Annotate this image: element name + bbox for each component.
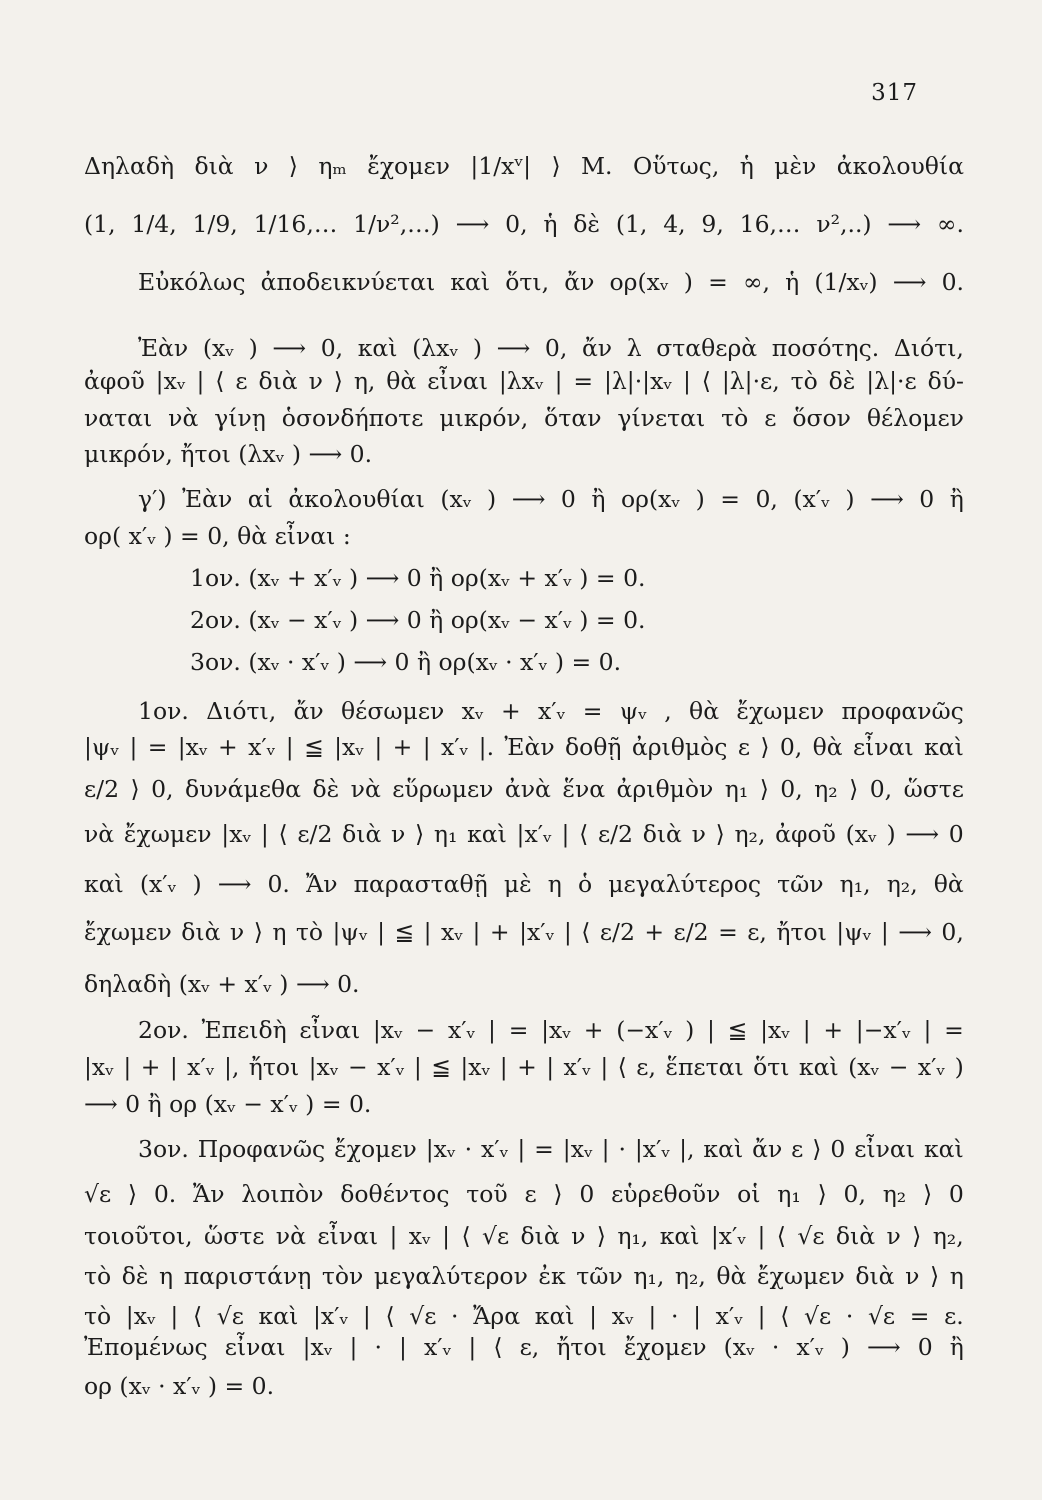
text-line: τοιοῦτοι, ὥστε νὰ εἶναι | xᵥ | ⟨ √ε διὰ ν ⟩ η₁, καὶ |x′ᵥ | ⟨ √ε διὰ ν ⟩ η₂, [84, 1222, 964, 1250]
text-line: |ψᵥ | = |xᵥ + x′ᵥ | ≦ |xᵥ | + | x′ᵥ |. Ἐὰν δοθῇ ἀριθμὸς ε ⟩ 0, θὰ εἶναι καὶ [84, 733, 964, 761]
text-line: τὸ δὲ η παριστάνῃ τὸν μεγαλύτερον ἐκ τῶν η₁, η₂, θὰ ἔχωμεν διὰ ν ⟩ η [84, 1262, 964, 1290]
text-line: δηλαδὴ (xᵥ + x′ᵥ ) ⟶ 0. [84, 970, 360, 998]
text-line: ε/2 ⟩ 0, δυνάμεθα δὲ νὰ εὕρωμεν ἀνὰ ἕνα ἀριθμὸν η₁ ⟩ 0, η₂ ⟩ 0, ὥστε [84, 775, 964, 803]
text-line: ⟶ 0 ἢ ορ (xᵥ − x′ᵥ ) = 0. [84, 1090, 372, 1118]
text-line: μικρόν, ἤτοι (λxᵥ ) ⟶ 0. [84, 440, 373, 468]
text-line: ορ (xᵥ · x′ᵥ ) = 0. [84, 1372, 275, 1400]
text-line: ορ( x′ᵥ ) = 0, θὰ εἶναι : [84, 522, 351, 550]
text-line: Ἐπομένως εἶναι |xᵥ | · | x′ᵥ | ⟨ ε, ἤτοι ἔχομεν (xᵥ · x′ᵥ ) ⟶ 0 ἢ [84, 1333, 964, 1361]
text-line: καὶ (x′ᵥ ) ⟶ 0. Ἄν παρασταθῇ μὲ η ὁ μεγαλύτερος τῶν η₁, η₂, θὰ [84, 870, 964, 898]
text-line: ναται νὰ γίνῃ ὁσονδήποτε μικρόν, ὅταν γίνεται τὸ ε ὅσον θέλομεν [84, 404, 964, 432]
text-line: ἀφοῦ |xᵥ | ⟨ ε διὰ ν ⟩ η, θὰ εἶναι |λxᵥ | = |λ|·|xᵥ | ⟨ |λ|·ε, τὸ δὲ |λ|·ε δύ- [84, 367, 964, 395]
text-line: Δηλαδὴ διὰ ν ⟩ ηₘ ἔχομεν |1/xᵛ| ⟩ Μ. Οὕτως, ἡ μὲν ἀκολουθία [84, 152, 964, 180]
text-line: νὰ ἔχωμεν |xᵥ | ⟨ ε/2 διὰ ν ⟩ η₁ καὶ |x′ᵥ | ⟨ ε/2 διὰ ν ⟩ η₂, ἀφοῦ (xᵥ ) ⟶ 0 [84, 820, 964, 848]
text-line: γ′) Ἐὰν αἱ ἀκολουθίαι (xᵥ ) ⟶ 0 ἢ ορ(xᵥ ) = 0, (x′ᵥ ) ⟶ 0 ἢ [138, 485, 964, 513]
text-line: 2ον. Ἐπειδὴ εἶναι |xᵥ − x′ᵥ | = |xᵥ + (−x′ᵥ ) | ≦ |xᵥ | + |−x′ᵥ | = [138, 1016, 964, 1044]
text-line: 3ον. (xᵥ · x′ᵥ ) ⟶ 0 ἢ ορ(xᵥ · x′ᵥ ) = 0. [190, 648, 622, 676]
text-line: Εὐκόλως ἀποδεικνύεται καὶ ὅτι, ἄν ορ(xᵥ ) = ∞, ἡ (1/xᵥ) ⟶ 0. [138, 268, 964, 296]
text-line: √ε ⟩ 0. Ἄν λοιπὸν δοθέντος τοῦ ε ⟩ 0 εὑρεθοῦν οἱ η₁ ⟩ 0, η₂ ⟩ 0 [84, 1180, 964, 1208]
text-line: 3ον. Προφανῶς ἔχομεν |xᵥ · x′ᵥ | = |xᵥ | · |x′ᵥ |, καὶ ἄν ε ⟩ 0 εἶναι καὶ [138, 1135, 964, 1163]
page-number: 317 [871, 80, 918, 106]
text-line: |xᵥ | + | x′ᵥ |, ἤτοι |xᵥ − x′ᵥ | ≦ |xᵥ | + | x′ᵥ | ⟨ ε, ἕπεται ὅτι καὶ (xᵥ − x′ᵥ ) [84, 1053, 964, 1081]
text-line: 1ον. Διότι, ἄν θέσωμεν xᵥ + x′ᵥ = ψᵥ , θὰ ἔχωμεν προφανῶς [138, 697, 964, 725]
text-line: ἔχωμεν διὰ ν ⟩ η τὸ |ψᵥ | ≦ | xᵥ | + |x′ᵥ | ⟨ ε/2 + ε/2 = ε, ἤτοι |ψᵥ | ⟶ 0, [84, 918, 964, 946]
text-line: 1ον. (xᵥ + x′ᵥ ) ⟶ 0 ἢ ορ(xᵥ + x′ᵥ ) = 0. [190, 564, 646, 592]
text-line: (1, 1/4, 1/9, 1/16,… 1/ν²,…) ⟶ 0, ἡ δὲ (1, 4, 9, 16,… ν²,..) ⟶ ∞. [84, 210, 964, 238]
text-line: Ἐὰν (xᵥ ) ⟶ 0, καὶ (λxᵥ ) ⟶ 0, ἄν λ σταθερὰ ποσότης. Διότι, [138, 334, 964, 362]
text-line: 2ον. (xᵥ − x′ᵥ ) ⟶ 0 ἢ ορ(xᵥ − x′ᵥ ) = 0. [190, 606, 646, 634]
text-line: τὸ |xᵥ | ⟨ √ε καὶ |x′ᵥ | ⟨ √ε · Ἄρα καὶ | xᵥ | · | x′ᵥ | ⟨ √ε · √ε = ε. [84, 1302, 964, 1330]
